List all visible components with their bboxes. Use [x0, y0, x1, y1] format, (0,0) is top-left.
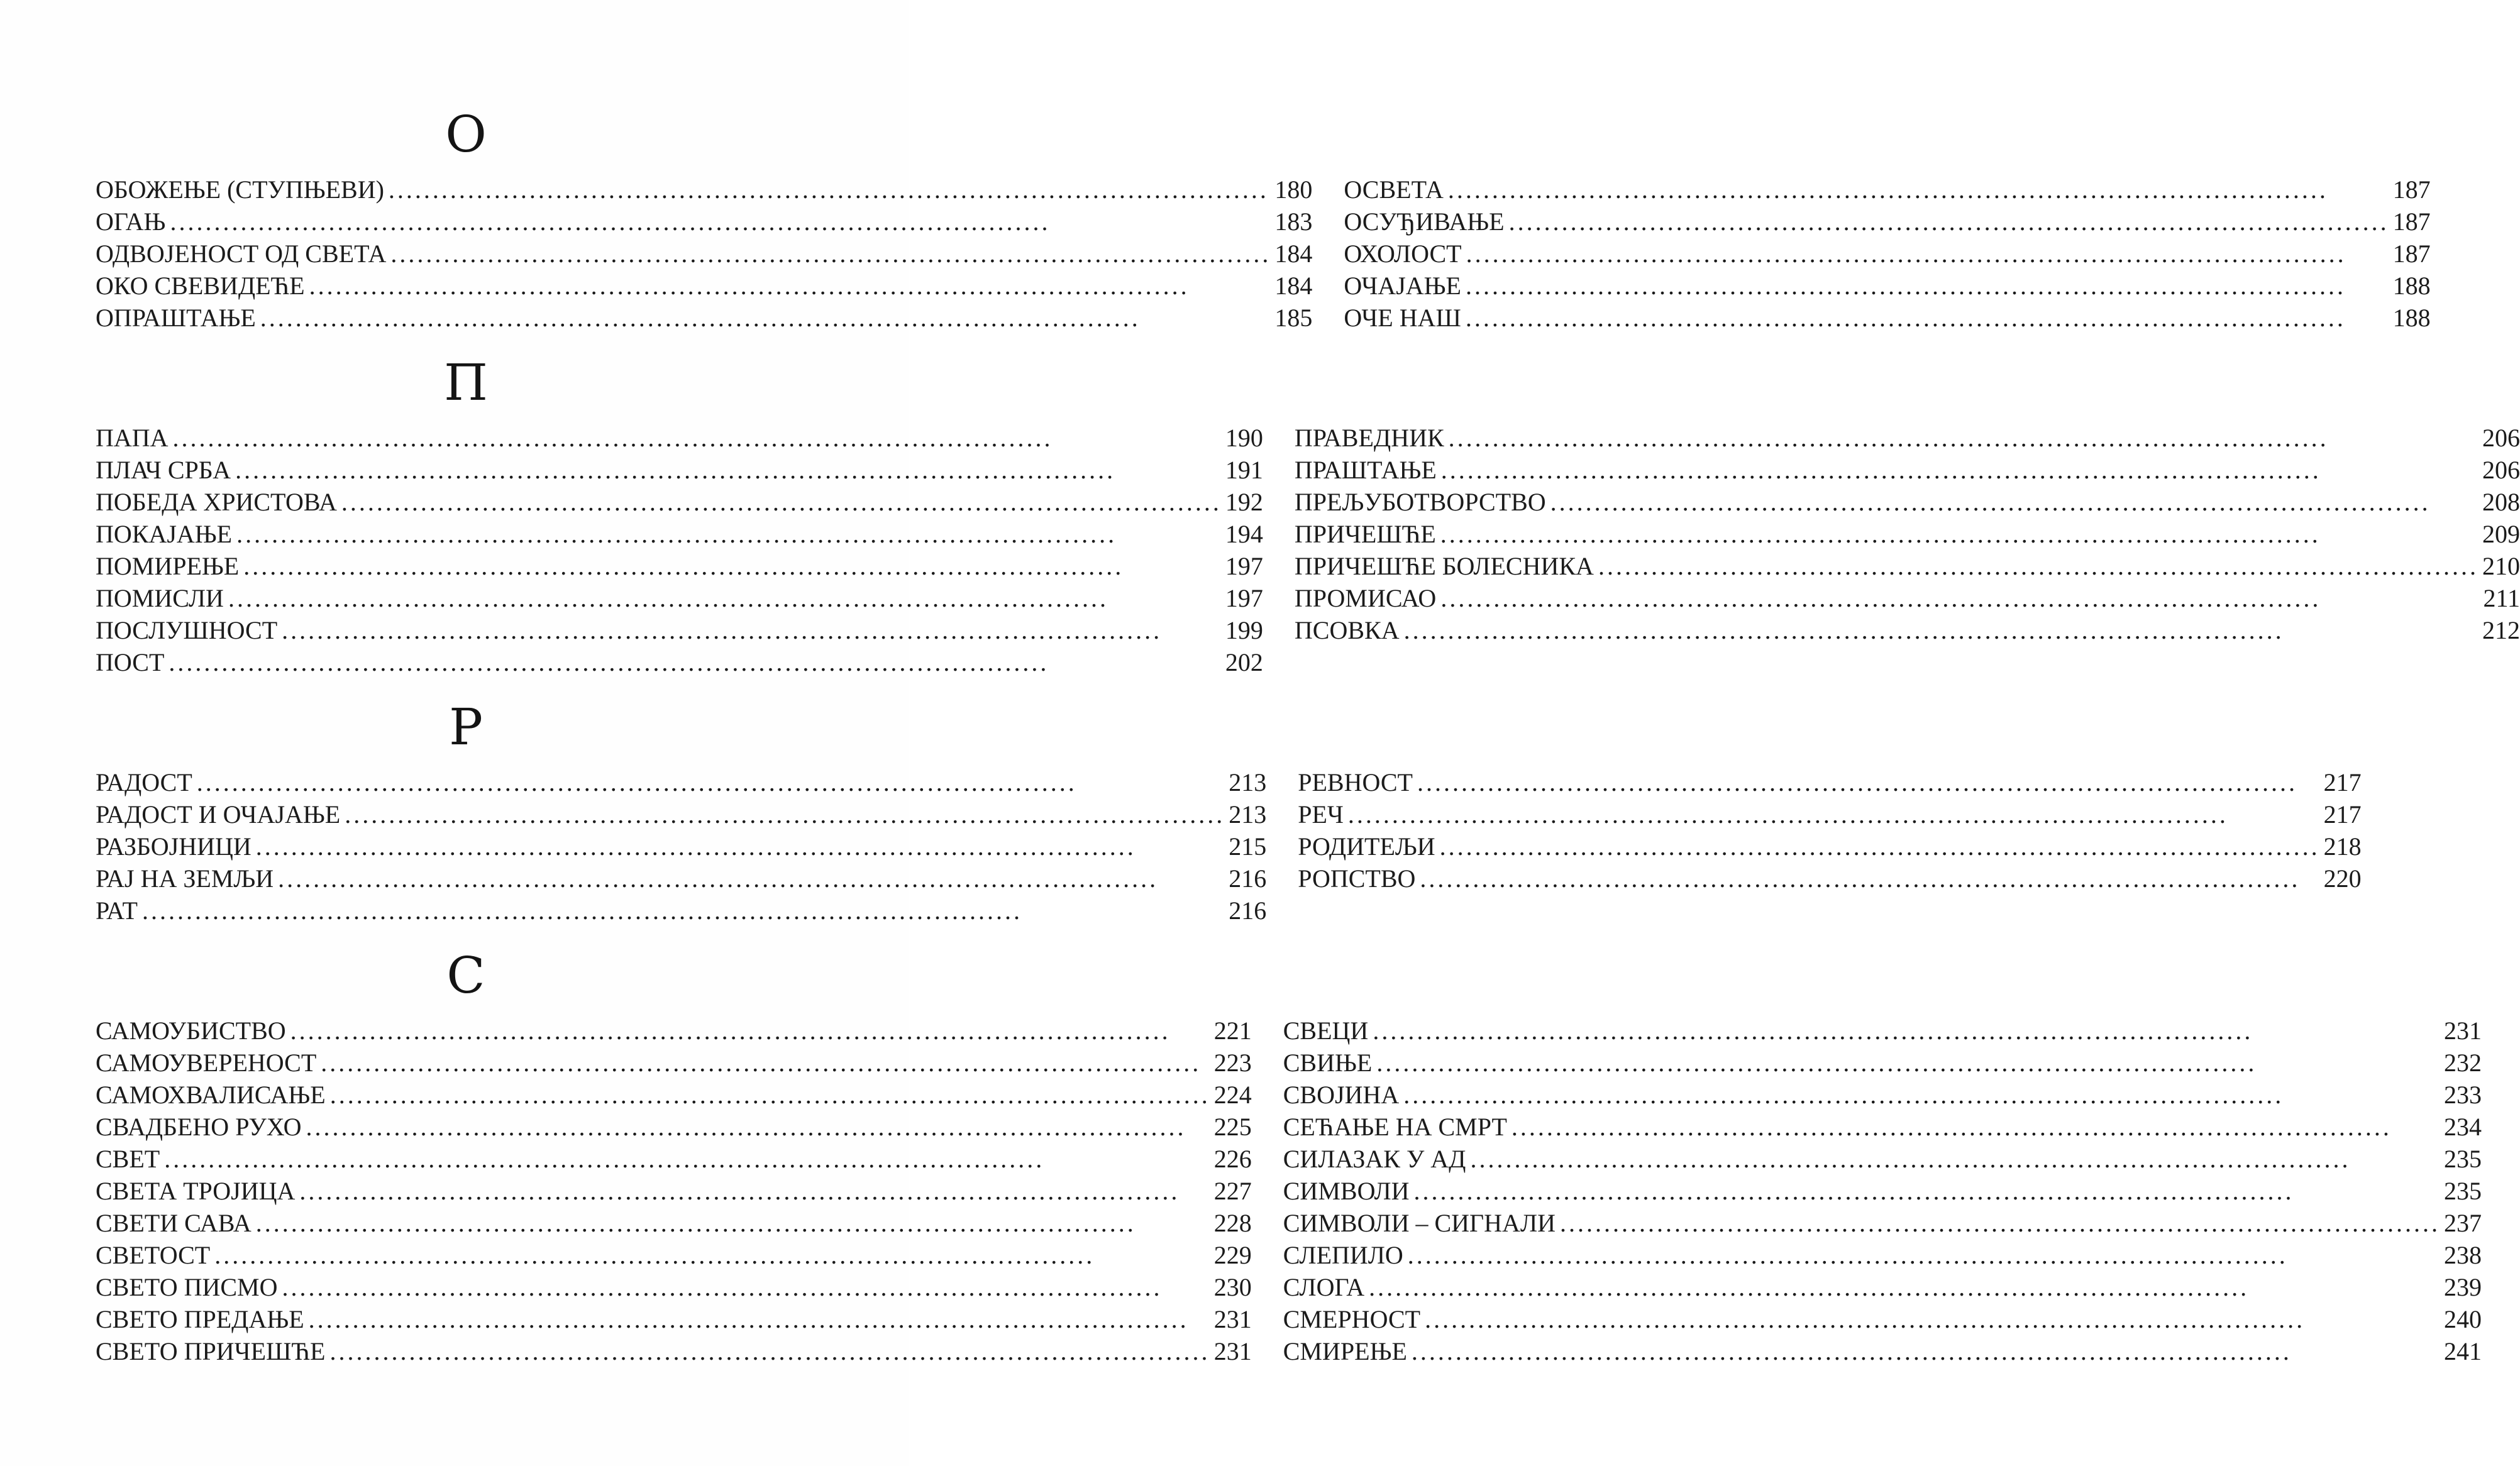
dotted-leader — [1440, 830, 2320, 863]
dotted-leader — [282, 1271, 1210, 1303]
dotted-leader — [282, 614, 1222, 646]
toc-entry[interactable] — [96, 1335, 1252, 1367]
toc-entry-title: ПОКАЈАЊЕ — [96, 520, 233, 548]
toc-entry-title: ПРОМИСАО — [1294, 584, 1437, 612]
toc-entry-title: СВАДБЕНО РУХО — [96, 1113, 302, 1141]
toc-entry[interactable] — [1298, 830, 2361, 863]
toc-entry-page: 216 — [1229, 896, 1267, 925]
toc-entry-page: 209 — [2482, 520, 2520, 548]
dotted-leader — [1466, 302, 2389, 334]
toc-entry-title: СВЕТИ САВА — [96, 1209, 251, 1237]
toc-entry-page: 183 — [1274, 207, 1313, 236]
dotted-leader — [1412, 1335, 2440, 1367]
toc-entry-title: ОКО СВЕВИДЕЋЕ — [96, 272, 305, 300]
toc-entry-title: ПОСЛУШНОСТ — [96, 616, 278, 644]
toc-entry-title: ОХОЛОСТ — [1344, 240, 1462, 268]
toc-entry-title: ОБОЖЕЊЕ (СТУПЊЕВИ) — [96, 175, 384, 204]
toc-entry-title: РАЗБОЈНИЦИ — [96, 832, 251, 861]
toc-entry-page: 233 — [2443, 1081, 2482, 1109]
toc-entry-page: 185 — [1274, 304, 1313, 332]
dotted-leader — [1408, 1239, 2440, 1271]
toc-section — [96, 698, 2362, 927]
toc-column-right — [1344, 174, 2430, 334]
toc-entry-page: 190 — [1225, 424, 1263, 452]
toc-entry-title: СИЛАЗАК У АД — [1283, 1145, 1466, 1173]
toc-entry-page: 230 — [1213, 1273, 1252, 1301]
toc-entry-title: ОСУЂИВАЊЕ — [1344, 207, 1505, 236]
toc-entry[interactable] — [1283, 1111, 2482, 1143]
toc-entry[interactable] — [1283, 1303, 2482, 1335]
toc-column-left — [96, 174, 1312, 334]
toc-entry-title: СВЕТА ТРОЈИЦА — [96, 1177, 296, 1205]
toc-entry-title: ОСВЕТА — [1344, 175, 1444, 204]
toc-entry-page: 238 — [2443, 1241, 2482, 1269]
toc-entry-page: 208 — [2482, 488, 2520, 516]
toc-entry[interactable] — [1344, 206, 2430, 238]
dotted-leader — [142, 895, 1225, 927]
toc-entry-title: СВЕТО ПРИЧЕШЋЕ — [96, 1337, 326, 1365]
toc-entry[interactable] — [96, 1111, 1252, 1143]
dotted-leader — [1449, 422, 2479, 454]
toc-section — [96, 353, 2520, 678]
toc-entry-page: 218 — [2323, 832, 2362, 861]
dotted-leader — [306, 1111, 1210, 1143]
toc-entry-title: ПРАШТАЊЕ — [1294, 456, 1437, 484]
dotted-leader — [260, 302, 1271, 334]
toc-section — [96, 946, 2482, 1367]
toc-entry[interactable] — [96, 1079, 1252, 1111]
toc-entry[interactable] — [96, 486, 1263, 518]
toc-entry[interactable] — [96, 518, 1263, 550]
toc-entry-title: САМОУВЕРЕНОСТ — [96, 1049, 317, 1077]
dotted-leader — [1425, 1303, 2440, 1335]
toc-entry-page: 235 — [2443, 1145, 2482, 1173]
toc-entry-page: 184 — [1274, 272, 1313, 300]
toc-entry-title: СВИЊЕ — [1283, 1049, 1373, 1077]
toc-entry-page: 217 — [2323, 768, 2362, 796]
toc-entry[interactable] — [1344, 302, 2430, 334]
toc-entry-title: САМОХВАЛИСАЊЕ — [96, 1081, 326, 1109]
dotted-leader — [256, 1207, 1210, 1239]
toc-entry-title: ПРАВЕДНИК — [1294, 424, 1444, 452]
toc-entry-title: СИМВОЛИ — [1283, 1177, 1410, 1205]
toc-entry[interactable] — [96, 895, 1266, 927]
toc-entry[interactable] — [96, 1207, 1252, 1239]
toc-entry[interactable] — [96, 646, 1263, 678]
dotted-leader — [1420, 863, 2319, 895]
toc-entry-title: СЛЕПИЛО — [1283, 1241, 1403, 1269]
toc-entry-title: СВЕТО ПИСМО — [96, 1273, 278, 1301]
toc-entry[interactable] — [1344, 238, 2430, 270]
toc-entry[interactable] — [1344, 174, 2430, 206]
toc-entry-page: 228 — [1213, 1209, 1252, 1237]
toc-entry-page: 225 — [1213, 1113, 1252, 1141]
toc-entry[interactable] — [1283, 1175, 2482, 1207]
toc-entry[interactable] — [1283, 1335, 2482, 1367]
toc-entry-title: СМИРЕЊЕ — [1283, 1337, 1407, 1365]
dotted-leader — [1373, 1015, 2440, 1047]
toc-entry-title: СВОЈИНА — [1283, 1081, 1400, 1109]
dotted-leader — [1466, 270, 2389, 302]
dotted-leader — [329, 1335, 1210, 1367]
toc-entry-title: РОДИТЕЉИ — [1298, 832, 1435, 861]
dotted-leader — [164, 1143, 1210, 1175]
toc-entry-page: 211 — [2483, 584, 2520, 612]
toc-entry-page: 206 — [2482, 424, 2520, 452]
toc-entry[interactable] — [96, 1047, 1252, 1079]
toc-entry[interactable] — [96, 174, 1312, 206]
table-of-contents — [96, 105, 2520, 1367]
toc-entry-title: ПОМИСЛИ — [96, 584, 224, 612]
toc-entry-title: РЕВНОСТ — [1298, 768, 1413, 796]
toc-entry[interactable] — [1295, 582, 2520, 614]
dotted-leader — [1376, 1047, 2440, 1079]
dotted-leader — [309, 270, 1271, 302]
dotted-leader — [197, 766, 1225, 798]
dotted-leader — [1404, 614, 2479, 646]
toc-entry-page: 241 — [2443, 1337, 2482, 1365]
toc-entry-title: СЛОГА — [1283, 1273, 1365, 1301]
dotted-leader — [389, 174, 1271, 206]
toc-entry-title: ПРИЧЕШЋЕ БОЛЕСНИКА — [1294, 552, 1594, 580]
toc-entry-page: 188 — [2392, 304, 2431, 332]
toc-entry-page: 224 — [1213, 1081, 1252, 1109]
toc-entry-title: ОЧАЈАЊЕ — [1344, 272, 1461, 300]
toc-entry-title: ПАПА — [96, 424, 169, 452]
dotted-leader — [1403, 1079, 2440, 1111]
toc-entry-page: 231 — [1213, 1305, 1252, 1333]
toc-section — [96, 105, 2431, 334]
dotted-leader — [228, 582, 1222, 614]
toc-entry-page: 231 — [1213, 1337, 1252, 1365]
toc-entry-title: ПЛАЧ СРБА — [96, 456, 231, 484]
section-initial-letter: Р — [449, 698, 483, 756]
toc-entry[interactable] — [1283, 1239, 2482, 1271]
toc-entry[interactable] — [96, 1271, 1252, 1303]
dotted-leader — [1441, 454, 2479, 486]
toc-entry[interactable] — [1298, 766, 2361, 798]
dotted-leader — [1466, 238, 2389, 270]
toc-entry[interactable] — [96, 454, 1263, 486]
dotted-leader — [214, 1239, 1210, 1271]
toc-column-left — [96, 422, 1263, 678]
toc-entry[interactable] — [96, 270, 1312, 302]
dotted-leader — [1440, 518, 2479, 550]
toc-entry-page: 216 — [1229, 864, 1267, 893]
toc-entry-page: 234 — [2443, 1113, 2482, 1141]
toc-columns — [96, 422, 2520, 678]
toc-entry[interactable] — [96, 1239, 1252, 1271]
toc-entry-page: 197 — [1225, 552, 1263, 580]
toc-entry[interactable] — [1295, 550, 2520, 582]
toc-entry-page: 220 — [2323, 864, 2362, 893]
toc-entry-page: 239 — [2443, 1273, 2482, 1301]
dotted-leader — [1560, 1207, 2440, 1239]
section-initial-letter: П — [444, 353, 488, 412]
toc-entry-page: 210 — [2482, 552, 2520, 580]
dotted-leader — [235, 454, 1222, 486]
toc-entry[interactable] — [96, 798, 1266, 830]
toc-entry[interactable] — [96, 302, 1312, 334]
toc-entry[interactable] — [96, 582, 1263, 614]
toc-entry-title: РОПСТВО — [1298, 864, 1416, 893]
toc-entry[interactable] — [1344, 270, 2430, 302]
dotted-leader — [1550, 486, 2479, 518]
toc-entry-title: ОПРАШТАЊЕ — [96, 304, 256, 332]
toc-entry-page: 180 — [1274, 175, 1313, 204]
toc-entry[interactable] — [96, 863, 1266, 895]
dotted-leader — [321, 1047, 1210, 1079]
toc-entry-page: 213 — [1229, 768, 1267, 796]
toc-column-right — [1295, 422, 2520, 646]
toc-entry-title: ПОБЕДА ХРИСТОВА — [96, 488, 337, 516]
toc-entry[interactable] — [1283, 1207, 2482, 1239]
toc-entry-title: РАДОСТ И ОЧАЈАЊЕ — [96, 800, 341, 829]
toc-entry[interactable] — [1283, 1079, 2482, 1111]
dotted-leader — [345, 798, 1225, 830]
toc-columns — [96, 1015, 2482, 1367]
toc-entry[interactable] — [96, 830, 1266, 863]
toc-entry[interactable] — [96, 422, 1263, 454]
toc-entry-title: СЕЋАЊЕ НА СМРТ — [1283, 1113, 1507, 1141]
toc-entry-title: СВЕТОСТ — [96, 1241, 211, 1269]
toc-entry[interactable] — [96, 1143, 1252, 1175]
toc-entry-title: САМОУБИСТВО — [96, 1017, 286, 1045]
toc-column-right — [1283, 1015, 2482, 1367]
toc-entry-page: 215 — [1229, 832, 1267, 861]
toc-entry-page: 202 — [1225, 648, 1263, 676]
toc-entry-title: ПСОВКА — [1294, 616, 1400, 644]
toc-entry-title: СВЕЦИ — [1283, 1017, 1369, 1045]
toc-columns — [96, 174, 2431, 334]
toc-entry[interactable] — [96, 1175, 1252, 1207]
dotted-leader — [278, 863, 1225, 895]
dotted-leader — [236, 518, 1222, 550]
toc-entry[interactable] — [1295, 454, 2520, 486]
dotted-leader — [1598, 550, 2479, 582]
toc-entry-title: ПРИЧЕШЋЕ — [1294, 520, 1436, 548]
toc-columns — [96, 766, 2362, 927]
toc-entry[interactable] — [1295, 518, 2520, 550]
toc-entry-page: 231 — [2443, 1017, 2482, 1045]
toc-entry-page: 229 — [1213, 1241, 1252, 1269]
toc-entry[interactable] — [96, 206, 1312, 238]
dotted-leader — [330, 1079, 1210, 1111]
dotted-leader — [243, 550, 1222, 582]
toc-entry[interactable] — [1295, 486, 2520, 518]
toc-entry-page: 226 — [1213, 1145, 1252, 1173]
toc-entry-page: 206 — [2482, 456, 2520, 484]
toc-entry-page: 199 — [1225, 616, 1263, 644]
toc-entry[interactable] — [1283, 1047, 2482, 1079]
toc-entry-page: 227 — [1213, 1177, 1252, 1205]
dotted-leader — [1417, 766, 2320, 798]
toc-entry-page: 188 — [2392, 272, 2431, 300]
toc-entry-page: 221 — [1213, 1017, 1252, 1045]
toc-entry[interactable] — [1295, 422, 2520, 454]
toc-entry[interactable] — [96, 550, 1263, 582]
toc-entry-page: 192 — [1225, 488, 1263, 516]
toc-entry-page: 184 — [1274, 240, 1313, 268]
toc-entry[interactable] — [1298, 863, 2361, 895]
toc-entry-page: 187 — [2392, 240, 2431, 268]
toc-entry-page: 232 — [2443, 1049, 2482, 1077]
toc-entry-page: 212 — [2482, 616, 2520, 644]
toc-entry-page: 187 — [2392, 175, 2431, 204]
dotted-leader — [1509, 206, 2389, 238]
dotted-leader — [1440, 582, 2479, 614]
dotted-leader — [341, 486, 1222, 518]
toc-entry[interactable] — [96, 614, 1263, 646]
toc-entry-page: 217 — [2323, 800, 2362, 829]
toc-entry[interactable] — [96, 238, 1312, 270]
toc-entry[interactable] — [1283, 1271, 2482, 1303]
section-initial-letter: О — [445, 105, 487, 163]
toc-entry-page: 194 — [1225, 520, 1263, 548]
dotted-leader — [170, 206, 1271, 238]
toc-entry-page: 235 — [2443, 1177, 2482, 1205]
toc-entry-title: ОГАЊ — [96, 207, 166, 236]
toc-entry-title: ПОСТ — [96, 648, 165, 676]
dotted-leader — [309, 1303, 1210, 1335]
toc-column-left — [96, 766, 1266, 927]
toc-entry-title: РАТ — [96, 896, 138, 925]
toc-entry[interactable] — [96, 1015, 1252, 1047]
toc-entry-title: СМЕРНОСТ — [1283, 1305, 1421, 1333]
toc-entry-page: 187 — [2392, 207, 2431, 236]
dotted-leader — [169, 646, 1222, 678]
toc-entry-page: 237 — [2443, 1209, 2482, 1237]
dotted-leader — [390, 238, 1271, 270]
dotted-leader — [1511, 1111, 2440, 1143]
toc-entry-title: СВЕТ — [96, 1145, 160, 1173]
toc-entry-title: СВЕТО ПРЕДАЊЕ — [96, 1305, 304, 1333]
dotted-leader — [173, 422, 1222, 454]
toc-entry-title: ПРЕЉУБОТВОРСТВО — [1294, 488, 1546, 516]
toc-entry-title: РАДОСТ — [96, 768, 192, 796]
dotted-leader — [1413, 1175, 2440, 1207]
toc-entry-page: 223 — [1213, 1049, 1252, 1077]
dotted-leader — [1369, 1271, 2440, 1303]
toc-entry[interactable] — [1283, 1143, 2482, 1175]
dotted-leader — [1470, 1143, 2440, 1175]
toc-entry[interactable] — [96, 766, 1266, 798]
toc-entry[interactable] — [1298, 798, 2361, 830]
toc-entry-title: РАЈ НА ЗЕМЉИ — [96, 864, 274, 893]
toc-entry[interactable] — [1295, 614, 2520, 646]
toc-column-left — [96, 1015, 1252, 1367]
toc-entry-page: 240 — [2443, 1305, 2482, 1333]
section-initial-letter: С — [446, 946, 485, 1005]
toc-entry-page: 197 — [1225, 584, 1263, 612]
toc-entry-title: РЕЧ — [1298, 800, 1344, 829]
toc-entry-title: СИМВОЛИ – СИГНАЛИ — [1283, 1209, 1556, 1237]
toc-entry-title: ОЧЕ НАШ — [1344, 304, 1461, 332]
toc-entry-page: 191 — [1225, 456, 1263, 484]
dotted-leader — [1448, 174, 2389, 206]
dotted-leader — [1348, 798, 2320, 830]
toc-entry[interactable] — [1283, 1015, 2482, 1047]
dotted-leader — [299, 1175, 1210, 1207]
toc-entry-title: ОДВОЈЕНОСТ ОД СВЕТА — [96, 240, 387, 268]
dotted-leader — [290, 1015, 1210, 1047]
toc-column-right — [1298, 766, 2361, 895]
toc-entry-title: ПОМИРЕЊЕ — [96, 552, 240, 580]
toc-entry-page: 213 — [1229, 800, 1267, 829]
dotted-leader — [256, 830, 1225, 863]
toc-entry[interactable] — [96, 1303, 1252, 1335]
